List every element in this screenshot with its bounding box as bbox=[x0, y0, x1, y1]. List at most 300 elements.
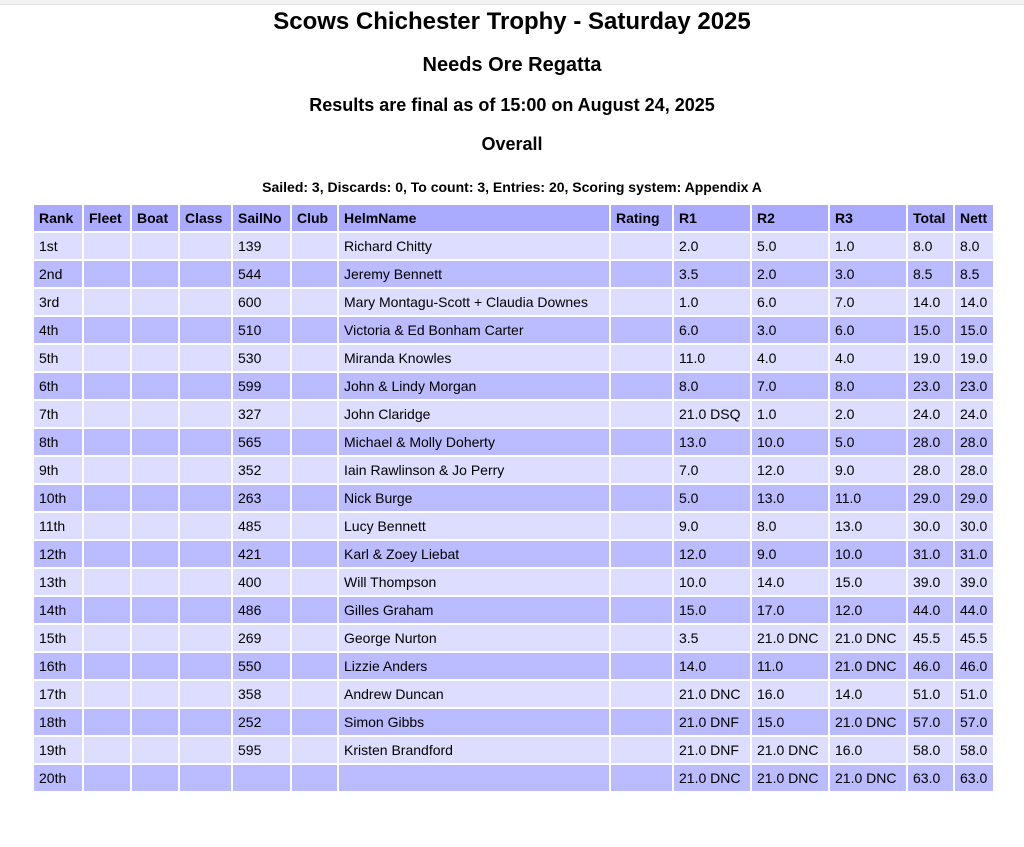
page-title: Scows Chichester Trophy - Saturday 2025 bbox=[273, 8, 751, 35]
cell-r3: 12.0 bbox=[830, 597, 906, 623]
cell-r3: 21.0 DNC bbox=[830, 765, 906, 791]
cell-r2: 6.0 bbox=[752, 289, 828, 315]
cell-nett: 57.0 bbox=[955, 709, 993, 735]
cell-r1: 11.0 bbox=[674, 345, 750, 371]
cell-fleet bbox=[84, 709, 130, 735]
cell-helmname: George Nurton bbox=[339, 625, 609, 651]
cell-r3: 7.0 bbox=[830, 289, 906, 315]
cell-r1: 3.5 bbox=[674, 261, 750, 287]
cell-r2: 7.0 bbox=[752, 373, 828, 399]
cell-boat bbox=[132, 541, 178, 567]
cell-nett: 8.0 bbox=[955, 233, 993, 259]
cell-total: 24.0 bbox=[908, 401, 953, 427]
cell-r3: 11.0 bbox=[830, 485, 906, 511]
cell-class bbox=[180, 233, 231, 259]
cell-boat bbox=[132, 345, 178, 371]
cell-r1: 6.0 bbox=[674, 317, 750, 343]
cell-r2: 9.0 bbox=[752, 541, 828, 567]
cell-sailno: 600 bbox=[233, 289, 290, 315]
cell-rank: 14th bbox=[34, 597, 82, 623]
table-row bbox=[34, 681, 993, 707]
cell-club bbox=[292, 261, 337, 287]
cell-boat bbox=[132, 401, 178, 427]
cell-sailno: 485 bbox=[233, 513, 290, 539]
cell-rating bbox=[611, 261, 672, 287]
table-row bbox=[34, 401, 993, 427]
cell-r3: 10.0 bbox=[830, 541, 906, 567]
cell-total: 31.0 bbox=[908, 541, 953, 567]
cell-r3: 21.0 DNC bbox=[830, 709, 906, 735]
cell-rating bbox=[611, 345, 672, 371]
cell-helmname: Will Thompson bbox=[339, 569, 609, 595]
cell-club bbox=[292, 429, 337, 455]
cell-r2: 17.0 bbox=[752, 597, 828, 623]
cell-total: 29.0 bbox=[908, 485, 953, 511]
cell-sailno: 358 bbox=[233, 681, 290, 707]
cell-class bbox=[180, 765, 231, 791]
cell-total: 30.0 bbox=[908, 513, 953, 539]
cell-boat bbox=[132, 681, 178, 707]
cell-fleet bbox=[84, 653, 130, 679]
cell-r2: 16.0 bbox=[752, 681, 828, 707]
table-row bbox=[34, 317, 993, 343]
cell-rating bbox=[611, 429, 672, 455]
cell-sailno: 565 bbox=[233, 429, 290, 455]
cell-boat bbox=[132, 625, 178, 651]
cell-sailno: 550 bbox=[233, 653, 290, 679]
cell-r2: 21.0 DNC bbox=[752, 625, 828, 651]
cell-fleet bbox=[84, 401, 130, 427]
cell-rank: 20th bbox=[34, 765, 82, 791]
cell-class bbox=[180, 485, 231, 511]
cell-fleet bbox=[84, 317, 130, 343]
cell-helmname: John Claridge bbox=[339, 401, 609, 427]
cell-sailno: 269 bbox=[233, 625, 290, 651]
cell-fleet bbox=[84, 457, 130, 483]
table-row bbox=[34, 233, 993, 259]
cell-fleet bbox=[84, 569, 130, 595]
cell-nett: 14.0 bbox=[955, 289, 993, 315]
table-row bbox=[34, 653, 993, 679]
cell-rating bbox=[611, 513, 672, 539]
cell-sailno: 599 bbox=[233, 373, 290, 399]
cell-club bbox=[292, 401, 337, 427]
cell-helmname: Andrew Duncan bbox=[339, 681, 609, 707]
cell-r1: 21.0 DNC bbox=[674, 681, 750, 707]
cell-nett: 58.0 bbox=[955, 737, 993, 763]
cell-club bbox=[292, 709, 337, 735]
column-header-rating: Rating bbox=[611, 205, 672, 231]
cell-club bbox=[292, 513, 337, 539]
cell-rank: 5th bbox=[34, 345, 82, 371]
cell-class bbox=[180, 513, 231, 539]
cell-class bbox=[180, 429, 231, 455]
cell-total: 44.0 bbox=[908, 597, 953, 623]
cell-boat bbox=[132, 373, 178, 399]
cell-boat bbox=[132, 429, 178, 455]
cell-nett: 44.0 bbox=[955, 597, 993, 623]
cell-r1: 15.0 bbox=[674, 597, 750, 623]
cell-nett: 15.0 bbox=[955, 317, 993, 343]
cell-rating bbox=[611, 625, 672, 651]
cell-helmname: Karl & Zoey Liebat bbox=[339, 541, 609, 567]
cell-fleet bbox=[84, 289, 130, 315]
cell-helmname: Victoria & Ed Bonham Carter bbox=[339, 317, 609, 343]
column-header-r2: R2 bbox=[752, 205, 828, 231]
cell-total: 46.0 bbox=[908, 653, 953, 679]
cell-r1: 1.0 bbox=[674, 289, 750, 315]
cell-rank: 1st bbox=[34, 233, 82, 259]
cell-helmname: Nick Burge bbox=[339, 485, 609, 511]
cell-r3: 9.0 bbox=[830, 457, 906, 483]
cell-club bbox=[292, 317, 337, 343]
cell-boat bbox=[132, 569, 178, 595]
section-title: Overall bbox=[481, 134, 543, 154]
cell-nett: 39.0 bbox=[955, 569, 993, 595]
cell-class bbox=[180, 373, 231, 399]
cell-rating bbox=[611, 681, 672, 707]
cell-r3: 5.0 bbox=[830, 429, 906, 455]
cell-club bbox=[292, 373, 337, 399]
cell-nett: 46.0 bbox=[955, 653, 993, 679]
cell-fleet bbox=[84, 765, 130, 791]
cell-sailno bbox=[233, 765, 290, 791]
cell-rank: 15th bbox=[34, 625, 82, 651]
cell-rank: 4th bbox=[34, 317, 82, 343]
cell-r2: 13.0 bbox=[752, 485, 828, 511]
column-header-total: Total bbox=[908, 205, 953, 231]
cell-rating bbox=[611, 569, 672, 595]
cell-r1: 8.0 bbox=[674, 373, 750, 399]
table-row bbox=[34, 709, 993, 735]
column-header-helmname: HelmName bbox=[339, 205, 609, 231]
cell-total: 58.0 bbox=[908, 737, 953, 763]
cell-total: 8.5 bbox=[908, 261, 953, 287]
cell-nett: 31.0 bbox=[955, 541, 993, 567]
series-summary: Sailed: 3, Discards: 0, To count: 3, Entries: 20, Scoring system: Appendix A bbox=[262, 179, 762, 195]
cell-total: 28.0 bbox=[908, 429, 953, 455]
cell-r3: 21.0 DNC bbox=[830, 625, 906, 651]
cell-boat bbox=[132, 597, 178, 623]
cell-helmname: Gilles Graham bbox=[339, 597, 609, 623]
table-row bbox=[34, 597, 993, 623]
cell-r2: 5.0 bbox=[752, 233, 828, 259]
cell-r1: 5.0 bbox=[674, 485, 750, 511]
cell-r3: 15.0 bbox=[830, 569, 906, 595]
cell-boat bbox=[132, 457, 178, 483]
cell-rating bbox=[611, 401, 672, 427]
cell-total: 63.0 bbox=[908, 765, 953, 791]
cell-club bbox=[292, 233, 337, 259]
cell-fleet bbox=[84, 513, 130, 539]
column-header-r1: R1 bbox=[674, 205, 750, 231]
cell-rating bbox=[611, 457, 672, 483]
cell-r3: 21.0 DNC bbox=[830, 653, 906, 679]
cell-r1: 21.0 DSQ bbox=[674, 401, 750, 427]
results-status: Results are final as of 15:00 on August 24, 2025 bbox=[309, 95, 715, 115]
cell-r2: 21.0 DNC bbox=[752, 737, 828, 763]
cell-fleet bbox=[84, 429, 130, 455]
cell-helmname: Lucy Bennett bbox=[339, 513, 609, 539]
cell-r1: 7.0 bbox=[674, 457, 750, 483]
cell-class bbox=[180, 541, 231, 567]
cell-class bbox=[180, 401, 231, 427]
cell-rank: 3rd bbox=[34, 289, 82, 315]
cell-helmname bbox=[339, 765, 609, 791]
column-header-class: Class bbox=[180, 205, 231, 231]
cell-fleet bbox=[84, 681, 130, 707]
cell-rating bbox=[611, 737, 672, 763]
cell-rank: 17th bbox=[34, 681, 82, 707]
cell-nett: 51.0 bbox=[955, 681, 993, 707]
cell-r3: 4.0 bbox=[830, 345, 906, 371]
cell-r1: 9.0 bbox=[674, 513, 750, 539]
cell-r2: 4.0 bbox=[752, 345, 828, 371]
cell-sailno: 510 bbox=[233, 317, 290, 343]
cell-rank: 13th bbox=[34, 569, 82, 595]
cell-sailno: 263 bbox=[233, 485, 290, 511]
cell-r1: 3.5 bbox=[674, 625, 750, 651]
cell-sailno: 400 bbox=[233, 569, 290, 595]
cell-nett: 63.0 bbox=[955, 765, 993, 791]
table-row bbox=[34, 569, 993, 595]
cell-class bbox=[180, 737, 231, 763]
cell-helmname: Kristen Brandford bbox=[339, 737, 609, 763]
cell-sailno: 530 bbox=[233, 345, 290, 371]
cell-fleet bbox=[84, 485, 130, 511]
cell-total: 39.0 bbox=[908, 569, 953, 595]
cell-r1: 21.0 DNF bbox=[674, 737, 750, 763]
cell-r3: 13.0 bbox=[830, 513, 906, 539]
cell-r1: 13.0 bbox=[674, 429, 750, 455]
table-row bbox=[34, 541, 993, 567]
cell-club bbox=[292, 289, 337, 315]
cell-club bbox=[292, 737, 337, 763]
cell-r2: 1.0 bbox=[752, 401, 828, 427]
cell-class bbox=[180, 709, 231, 735]
cell-sailno: 421 bbox=[233, 541, 290, 567]
column-header-r3: R3 bbox=[830, 205, 906, 231]
table-row bbox=[34, 513, 993, 539]
cell-rank: 12th bbox=[34, 541, 82, 567]
cell-helmname: Simon Gibbs bbox=[339, 709, 609, 735]
cell-class bbox=[180, 653, 231, 679]
cell-fleet bbox=[84, 373, 130, 399]
cell-total: 57.0 bbox=[908, 709, 953, 735]
cell-boat bbox=[132, 653, 178, 679]
cell-total: 14.0 bbox=[908, 289, 953, 315]
cell-fleet bbox=[84, 625, 130, 651]
cell-r2: 2.0 bbox=[752, 261, 828, 287]
cell-rating bbox=[611, 289, 672, 315]
table-row bbox=[34, 345, 993, 371]
cell-r2: 15.0 bbox=[752, 709, 828, 735]
cell-rating bbox=[611, 709, 672, 735]
cell-total: 19.0 bbox=[908, 345, 953, 371]
cell-fleet bbox=[84, 597, 130, 623]
cell-helmname: Jeremy Bennett bbox=[339, 261, 609, 287]
cell-helmname: Michael & Molly Doherty bbox=[339, 429, 609, 455]
cell-boat bbox=[132, 289, 178, 315]
cell-sailno: 252 bbox=[233, 709, 290, 735]
table-row bbox=[34, 485, 993, 511]
cell-nett: 24.0 bbox=[955, 401, 993, 427]
cell-nett: 30.0 bbox=[955, 513, 993, 539]
cell-club bbox=[292, 485, 337, 511]
cell-r3: 16.0 bbox=[830, 737, 906, 763]
cell-fleet bbox=[84, 345, 130, 371]
cell-r2: 14.0 bbox=[752, 569, 828, 595]
cell-helmname: Lizzie Anders bbox=[339, 653, 609, 679]
table-row bbox=[34, 457, 993, 483]
cell-total: 15.0 bbox=[908, 317, 953, 343]
cell-nett: 29.0 bbox=[955, 485, 993, 511]
cell-r1: 12.0 bbox=[674, 541, 750, 567]
cell-rank: 6th bbox=[34, 373, 82, 399]
cell-nett: 45.5 bbox=[955, 625, 993, 651]
cell-fleet bbox=[84, 261, 130, 287]
cell-boat bbox=[132, 709, 178, 735]
cell-club bbox=[292, 569, 337, 595]
cell-r2: 12.0 bbox=[752, 457, 828, 483]
cell-class bbox=[180, 625, 231, 651]
table-row bbox=[34, 289, 993, 315]
table-row bbox=[34, 625, 993, 651]
cell-class bbox=[180, 597, 231, 623]
cell-boat bbox=[132, 485, 178, 511]
cell-class bbox=[180, 261, 231, 287]
cell-rank: 8th bbox=[34, 429, 82, 455]
cell-fleet bbox=[84, 737, 130, 763]
column-header-boat: Boat bbox=[132, 205, 178, 231]
cell-sailno: 352 bbox=[233, 457, 290, 483]
cell-rank: 2nd bbox=[34, 261, 82, 287]
cell-rank: 11th bbox=[34, 513, 82, 539]
cell-class bbox=[180, 289, 231, 315]
cell-r3: 2.0 bbox=[830, 401, 906, 427]
cell-r2: 11.0 bbox=[752, 653, 828, 679]
cell-boat bbox=[132, 737, 178, 763]
cell-class bbox=[180, 681, 231, 707]
cell-nett: 28.0 bbox=[955, 429, 993, 455]
cell-club bbox=[292, 345, 337, 371]
column-header-nett: Nett bbox=[955, 205, 993, 231]
column-header-sailno: SailNo bbox=[233, 205, 290, 231]
cell-r1: 21.0 DNF bbox=[674, 709, 750, 735]
cell-rating bbox=[611, 485, 672, 511]
cell-nett: 23.0 bbox=[955, 373, 993, 399]
cell-sailno: 544 bbox=[233, 261, 290, 287]
cell-club bbox=[292, 457, 337, 483]
column-header-fleet: Fleet bbox=[84, 205, 130, 231]
cell-r3: 14.0 bbox=[830, 681, 906, 707]
cell-r2: 8.0 bbox=[752, 513, 828, 539]
cell-boat bbox=[132, 765, 178, 791]
cell-sailno: 486 bbox=[233, 597, 290, 623]
table-row bbox=[34, 765, 993, 791]
results-table bbox=[32, 203, 995, 793]
cell-total: 45.5 bbox=[908, 625, 953, 651]
cell-nett: 28.0 bbox=[955, 457, 993, 483]
cell-class bbox=[180, 457, 231, 483]
column-header-rank: Rank bbox=[34, 205, 82, 231]
cell-helmname: Iain Rawlinson & Jo Perry bbox=[339, 457, 609, 483]
cell-rating bbox=[611, 765, 672, 791]
cell-nett: 8.5 bbox=[955, 261, 993, 287]
cell-club bbox=[292, 765, 337, 791]
cell-club bbox=[292, 681, 337, 707]
cell-r1: 21.0 DNC bbox=[674, 765, 750, 791]
cell-rank: 18th bbox=[34, 709, 82, 735]
cell-rating bbox=[611, 373, 672, 399]
cell-class bbox=[180, 345, 231, 371]
cell-r1: 10.0 bbox=[674, 569, 750, 595]
table-row bbox=[34, 429, 993, 455]
cell-r3: 6.0 bbox=[830, 317, 906, 343]
cell-total: 51.0 bbox=[908, 681, 953, 707]
cell-helmname: Mary Montagu-Scott + Claudia Downes bbox=[339, 289, 609, 315]
cell-r2: 3.0 bbox=[752, 317, 828, 343]
cell-r3: 8.0 bbox=[830, 373, 906, 399]
column-header-club: Club bbox=[292, 205, 337, 231]
cell-helmname: Richard Chitty bbox=[339, 233, 609, 259]
cell-total: 23.0 bbox=[908, 373, 953, 399]
cell-rating bbox=[611, 233, 672, 259]
cell-rating bbox=[611, 597, 672, 623]
cell-r2: 21.0 DNC bbox=[752, 765, 828, 791]
cell-rank: 9th bbox=[34, 457, 82, 483]
cell-sailno: 327 bbox=[233, 401, 290, 427]
table-row bbox=[34, 737, 993, 763]
table-header-row bbox=[34, 205, 993, 231]
cell-boat bbox=[132, 261, 178, 287]
cell-club bbox=[292, 653, 337, 679]
cell-boat bbox=[132, 513, 178, 539]
results-body bbox=[34, 233, 993, 791]
cell-helmname: Miranda Knowles bbox=[339, 345, 609, 371]
cell-club bbox=[292, 541, 337, 567]
cell-sailno: 139 bbox=[233, 233, 290, 259]
cell-class bbox=[180, 317, 231, 343]
cell-nett: 19.0 bbox=[955, 345, 993, 371]
cell-club bbox=[292, 625, 337, 651]
cell-rank: 10th bbox=[34, 485, 82, 511]
cell-helmname: John & Lindy Morgan bbox=[339, 373, 609, 399]
cell-r3: 1.0 bbox=[830, 233, 906, 259]
cell-rating bbox=[611, 653, 672, 679]
cell-r3: 3.0 bbox=[830, 261, 906, 287]
cell-fleet bbox=[84, 233, 130, 259]
cell-boat bbox=[132, 317, 178, 343]
cell-club bbox=[292, 597, 337, 623]
cell-sailno: 595 bbox=[233, 737, 290, 763]
cell-rank: 19th bbox=[34, 737, 82, 763]
cell-r1: 14.0 bbox=[674, 653, 750, 679]
table-row bbox=[34, 261, 993, 287]
cell-rating bbox=[611, 317, 672, 343]
cell-r2: 10.0 bbox=[752, 429, 828, 455]
cell-boat bbox=[132, 233, 178, 259]
cell-rank: 16th bbox=[34, 653, 82, 679]
browser-top-edge bbox=[0, 0, 1024, 5]
cell-fleet bbox=[84, 541, 130, 567]
cell-total: 28.0 bbox=[908, 457, 953, 483]
cell-r1: 2.0 bbox=[674, 233, 750, 259]
cell-rating bbox=[611, 541, 672, 567]
event-name: Needs Ore Regatta bbox=[422, 54, 602, 76]
cell-class bbox=[180, 569, 231, 595]
table-row bbox=[34, 373, 993, 399]
